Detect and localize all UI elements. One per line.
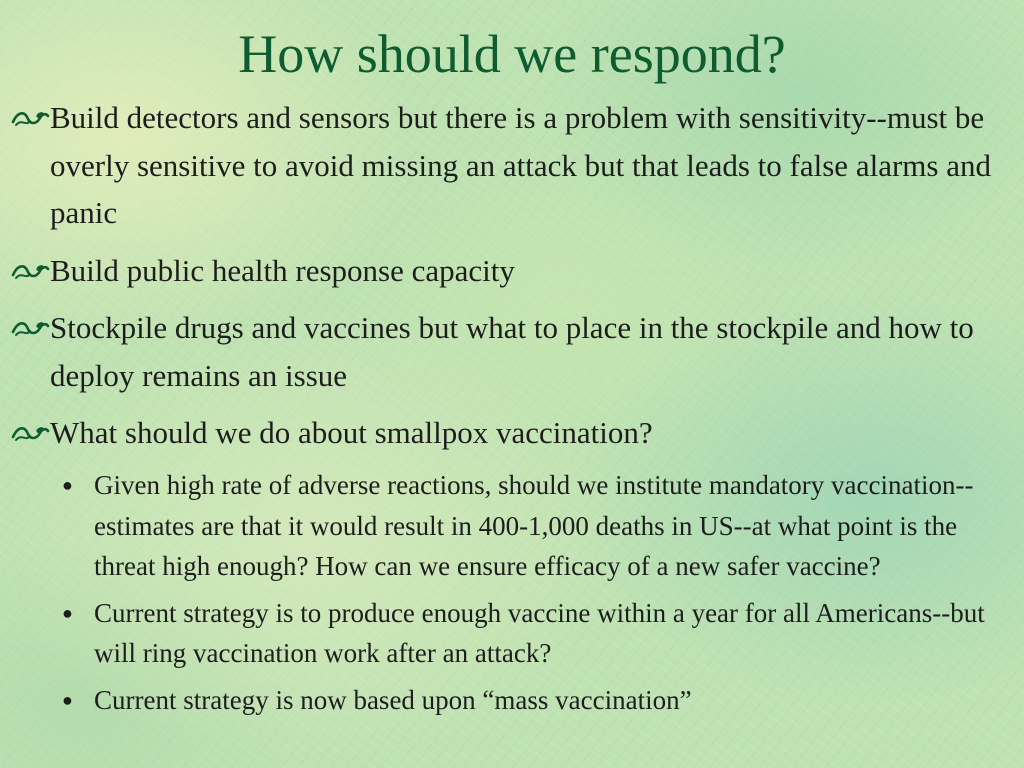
sub-bullet-text: Current strategy is now based upon “mass vaccination” — [94, 684, 692, 715]
bullet-item — [10, 247, 1000, 295]
sub-bullet-text: Current strategy is to produce enough vaccine within a year for all Americans--but will ring vaccination work after an attack? — [94, 597, 985, 668]
bullet-item — [10, 94, 1000, 237]
bullet-text: Build detectors and sensors but there is a problem with sensitivity--must be overly sensitive to avoid missing an attack but that leads to false alarms and panic — [50, 100, 991, 230]
sub-bullet-text: Given high rate of adverse reactions, should we institute mandatory vaccination--estimates are that it would result in 400-1,000 deaths in US--at what point is the threat high enough? How can we ensure efficacy of a new safer vaccine? — [94, 470, 974, 581]
bullet-item — [10, 409, 1000, 457]
bullet-text: Build public health response capacity — [50, 252, 515, 288]
bullet-item — [10, 304, 1000, 399]
leaf-flourish-icon — [10, 107, 50, 129]
sub-bullet-item — [50, 593, 994, 674]
bullet-text: What should we do about smallpox vaccination? — [50, 415, 653, 450]
dot-icon: ● — [62, 602, 73, 623]
bullet-list — [10, 94, 1000, 467]
slide-title: How should we respond? — [238, 24, 786, 84]
leaf-flourish-icon — [10, 317, 50, 339]
sub-bullet-list — [50, 465, 985, 726]
dot-icon: ● — [62, 475, 73, 495]
leaf-flourish-icon — [10, 260, 50, 282]
leaf-flourish-icon — [10, 422, 50, 444]
sub-bullet-item — [50, 465, 994, 587]
bullet-text: Stockpile drugs and vaccines but what to place in the stockpile and how to deploy remains an issue — [50, 310, 974, 393]
sub-bullet-item — [50, 680, 994, 721]
dot-icon: ● — [62, 689, 73, 710]
